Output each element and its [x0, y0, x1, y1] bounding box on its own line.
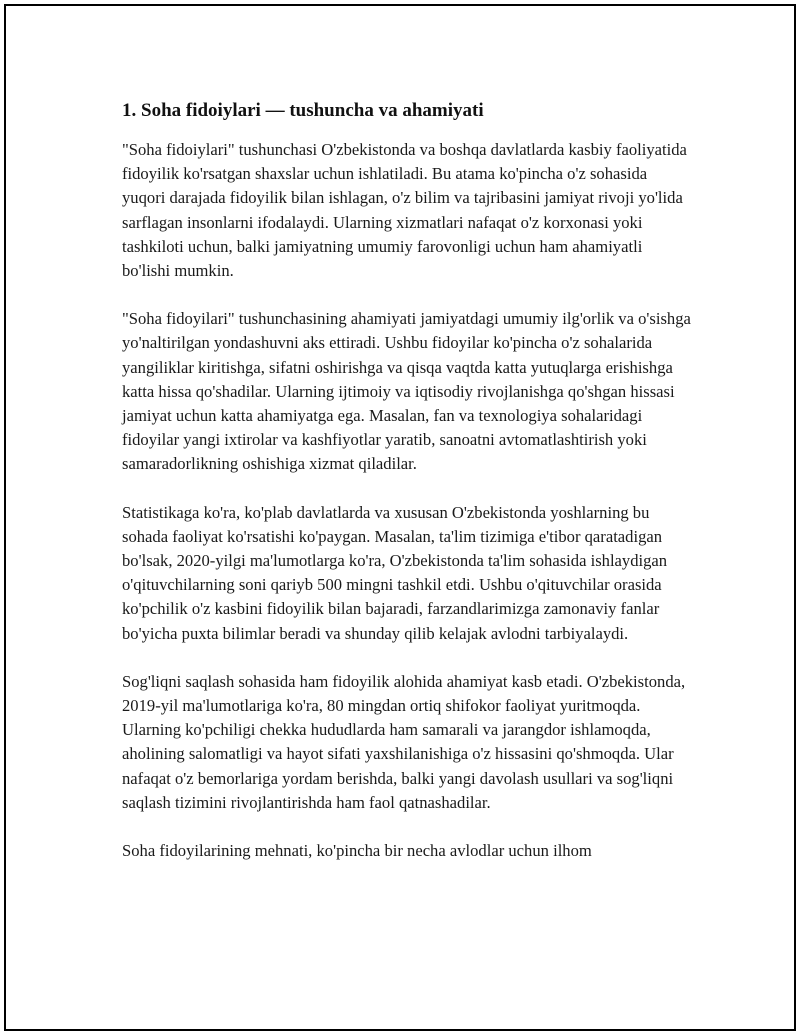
document-body — [122, 98, 694, 887]
paragraph-education-statistics: Statistikaga ko'ra, ko'plab davlatlarda va xususan O'zbekistonda yoshlarning bu sohada faoliyat ko'rsatishi ko'paygan. Masalan, ta'lim tizimiga e'tibor qaratadigan bo'lsak, 2020-yilgi ma'lumotlarga ko'ra, O'zbekistonda ta'lim sohasida ishlaydigan o'qituvchilarning soni qariyb 500 mingni tashkil etdi. Ushbu o'qituvchilar orasida ko'pchilik o'z kasbini fidoyilik bilan bajaradi, farzandlarimizga zamonaviy fanlar bo'yicha puxta bilimlar beradi va shunday qilib kelajak avlodni tarbiyalaydi. — [122, 502, 668, 643]
paragraph-closing: Soha fidoyilarining mehnati, ko'pincha bir necha avlodlar uchun ilhom — [122, 841, 592, 861]
section-heading: 1. Soha fidoiylari — tushuncha va ahamiyati — [122, 100, 484, 121]
page-frame — [4, 4, 796, 1031]
paragraph-definition: "Soha fidoiylari" tushunchasi O'zbekistonda va boshqa davlatlarda kasbiy faoliyatida fidoyilik ko'rsatgan shaxslar uchun ishlatiladi. Bu atama ko'pincha o'z sohasida yuqori darajada fidoyilik bilan ishlagan, o'z bilim va tajribasini jamiyat rivoji yo'lida sarflagan insonlarni ifodalaydi. Ularning xizmatlari nafaqat o'z korxonasi yoki tashkiloti uchun, balki jamiyatning umumiy farovonligi uchun ham ahamiyatli bo'lishi mumkin. — [122, 140, 687, 281]
paragraph-importance: "Soha fidoyilari" tushunchasining ahamiyati jamiyatdagi umumiy ilg'orlik va o'sishga yo'naltirilgan yondashuvni aks ettiradi. Ushbu fidoyilar ko'pincha o'z sohalarida yangiliklar kiritishga, sifatni oshirishga va qisqa vaqtda katta yutuqlarga erishishga katta hissa qo'shadilar. Ularning ijtimoiy va iqtisodiy rivojlanishga qo'shgan hissasi jamiyat uchun katta ahamiyatga ega. Masalan, fan va texnologiya sohalaridagi fidoyilar yangi ixtirolar va kashfiyotlar yaratib, sanoatni avtomatlashtirish yoki samaradorlikning oshishiga xizmat qiladilar. — [122, 309, 691, 474]
paragraph-healthcare: Sog'liqni saqlash sohasida ham fidoyilik alohida ahamiyat kasb etadi. O'zbekistonda, 2019-yil ma'lumotlariga ko'ra, 80 mingdan ortiq shifokor faoliyat yuritmoqda. Ularning ko'pchiligi chekka hududlarda ham samarali va jarangdor ishlamoqda, aholining salomatligi va hayot sifati yaxshilanishiga o'z hissasini qo'shmoqda. Ular nafaqat o'z bemorlariga yordam berishda, balki yangi davolash usullari va sog'liqni saqlash tizimini rivojlantirishda ham faol qatnashadilar. — [122, 671, 686, 812]
